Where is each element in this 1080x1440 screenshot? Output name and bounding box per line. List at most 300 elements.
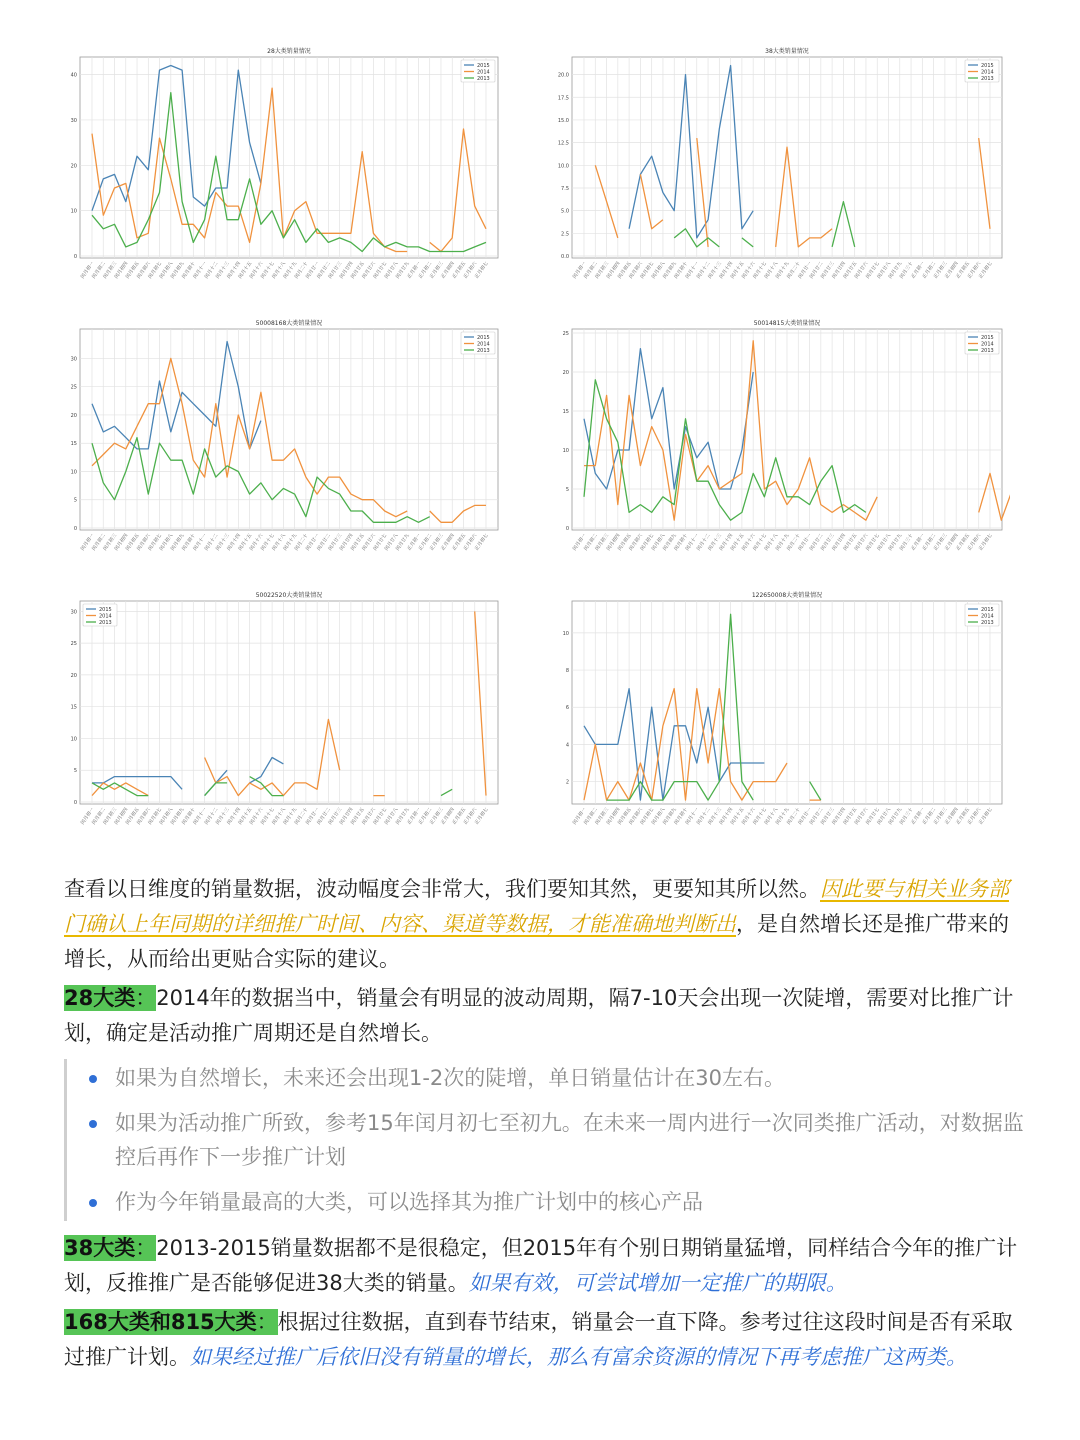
x-tick-label: 正月初二 (418, 807, 434, 826)
y-tick-label: 15 (562, 409, 569, 415)
x-tick-label: 闰月初五 (125, 533, 141, 552)
x-tick-label: 闰月初八 (159, 807, 175, 826)
x-tick-label: 闰月初十 (674, 533, 690, 552)
x-tick-label: 闰月初七 (640, 261, 656, 280)
x-tick-label: 闰月初三 (103, 533, 119, 552)
y-tick-label: 15.0 (557, 117, 569, 124)
chart-title: 50022520大类销量情况 (255, 592, 323, 599)
x-tick-label: 闰月初六 (136, 533, 152, 552)
x-tick-label: 正月初六 (463, 533, 479, 552)
bullet-dot-icon (89, 1120, 97, 1128)
x-tick-label: 闰月十八 (764, 261, 780, 280)
x-tick-label: 正月初三 (429, 261, 445, 280)
x-tick-label: 正月初二 (418, 533, 434, 552)
x-tick-label: 闰月初九 (662, 261, 678, 280)
x-tick-label: 闰月十一 (685, 807, 701, 826)
x-tick-label: 闰月初九 (662, 807, 678, 826)
x-tick-label: 正月初四 (944, 261, 960, 280)
x-tick-label: 闰月廿五 (350, 261, 366, 280)
bullet-text: 如果为自然增长，未来还会出现1-2次的陡增，单日销量估计在30左右。 (115, 1066, 786, 1090)
x-tick-label: 闰月初六 (628, 533, 645, 552)
x-tick-label: 闰月十二 (696, 261, 712, 280)
y-tick-label: 10.0 (557, 163, 569, 170)
y-tick-label: 8 (565, 668, 569, 675)
plot-frame (80, 601, 498, 804)
y-tick-label: 0.0 (561, 254, 569, 260)
x-tick-label: 闰月初三 (103, 261, 119, 280)
x-tick-label: 闰月三十 (899, 533, 915, 552)
y-tick-label: 5 (565, 487, 569, 493)
x-tick-label: 闰月初一 (572, 261, 588, 280)
x-tick-label: 闰月廿六 (854, 807, 870, 826)
section-38-colon: ： (135, 1236, 157, 1260)
intro-text-1: 查看以日维度的销量数据，波动幅度会非常大，我们要知其然，更要知其所以然。 (64, 877, 820, 901)
chart-50008168-svg (56, 316, 506, 586)
x-tick-label: 闰月初二 (91, 533, 107, 552)
x-tick-label: 闰月初二 (583, 261, 599, 280)
list-item (85, 1185, 1024, 1219)
x-tick-label: 闰月十二 (204, 533, 220, 552)
y-tick-label: 0 (73, 800, 77, 806)
chart-50014815-svg (548, 316, 1010, 586)
x-tick-label: 正月初七 (474, 261, 490, 280)
section-28-colon: ： (135, 986, 157, 1010)
intro-text-2: ，是自然增长还是推广带来的增长，从而给出更贴合实际的建议。 (64, 912, 1009, 971)
list-item (85, 1061, 1024, 1095)
x-tick-label: 正月初七 (978, 807, 994, 826)
x-tick-label: 闰月二十 (294, 533, 310, 552)
x-tick-label: 闰月十九 (775, 261, 791, 280)
x-tick-label: 正月初二 (922, 261, 938, 280)
x-tick-label: 闰月廿七 (373, 807, 389, 826)
x-tick-label: 闰月廿九 (395, 807, 411, 826)
section-168-815-colon: ： (256, 1310, 278, 1334)
x-tick-label: 闰月廿七 (865, 807, 881, 826)
x-tick-label: 闰月初一 (572, 807, 588, 826)
x-tick-label: 正月初三 (429, 533, 445, 552)
y-tick-label: 5.0 (561, 208, 569, 215)
x-tick-label: 闰月廿二 (316, 807, 333, 826)
x-tick-label: 闰月十二 (204, 261, 220, 280)
x-tick-label: 闰月十九 (775, 807, 791, 826)
x-tick-label: 正月初六 (967, 807, 983, 826)
x-tick-label: 闰月十八 (271, 261, 288, 280)
y-tick-label: 10 (70, 736, 77, 743)
x-tick-label: 闰月廿四 (831, 533, 848, 552)
x-tick-label: 闰月廿四 (339, 533, 355, 552)
x-tick-label: 正月初六 (967, 261, 983, 280)
chart-50022520-svg (56, 588, 506, 860)
bullet-dot-icon (89, 1199, 97, 1207)
y-tick-label: 15 (70, 441, 77, 448)
x-tick-label: 闰月初三 (103, 807, 119, 826)
section-28-paragraph (64, 981, 1024, 1051)
x-tick-label: 正月初五 (955, 261, 972, 280)
legend (965, 60, 999, 82)
y-tick-label: 5 (73, 497, 77, 504)
x-tick-label: 闰月十八 (271, 807, 288, 826)
y-tick-label: 2 (565, 779, 569, 786)
x-tick-label: 闰月十三 (707, 261, 723, 280)
y-tick-label: 7.5 (561, 185, 569, 192)
x-tick-label: 正月初一 (406, 807, 423, 826)
x-tick-label: 正月初四 (440, 807, 456, 826)
x-tick-label: 闰月廿一 (798, 533, 814, 552)
x-tick-label: 闰月初九 (170, 533, 186, 552)
x-tick-label: 闰月初二 (91, 807, 107, 826)
x-tick-label: 闰月初八 (159, 261, 175, 280)
x-tick-label: 闰月初四 (606, 261, 622, 280)
x-tick-label: 闰月十八 (764, 533, 780, 552)
x-tick-label: 闰月廿一 (798, 261, 814, 280)
x-tick-label: 闰月十七 (752, 533, 769, 552)
x-tick-label: 闰月廿八 (877, 533, 893, 552)
y-tick-label: 6 (565, 705, 569, 712)
x-tick-label: 闰月廿七 (865, 261, 881, 280)
x-tick-label: 闰月初九 (170, 261, 186, 280)
x-tick-label: 闰月廿三 (820, 261, 836, 280)
x-tick-label: 闰月十五 (730, 533, 746, 552)
chart-50008168 (56, 316, 506, 586)
x-tick-label: 闰月廿八 (384, 807, 400, 826)
x-tick-label: 闰月廿三 (328, 533, 344, 552)
x-tick-label: 闰月廿七 (373, 261, 389, 280)
section-168-815-emphasis: 如果经过推广后依旧没有销量的增长，那么有富余资源的情况下再考虑推广这两类。 (190, 1345, 967, 1369)
x-tick-label: 闰月初一 (80, 533, 96, 552)
chart-28 (56, 44, 506, 314)
x-tick-label: 闰月十六 (249, 261, 265, 280)
x-tick-label: 闰月廿四 (831, 261, 848, 280)
x-tick-label: 闰月初三 (595, 807, 611, 826)
y-tick-label: 15 (70, 704, 77, 711)
x-tick-label: 闰月十六 (741, 807, 757, 826)
x-tick-label: 闰月十八 (764, 807, 780, 826)
x-tick-label: 闰月初十 (674, 807, 690, 826)
y-tick-label: 20 (70, 412, 77, 419)
x-tick-label: 闰月十五 (238, 261, 254, 280)
legend-label: 2014 (981, 69, 994, 76)
y-tick-label: 10 (70, 208, 77, 215)
x-tick-label: 正月初四 (944, 533, 960, 552)
x-tick-label: 闰月十四 (719, 533, 735, 552)
x-tick-label: 闰月廿一 (305, 807, 321, 826)
x-tick-label: 闰月初四 (114, 261, 130, 280)
x-tick-label: 闰月廿六 (361, 533, 378, 552)
x-tick-label: 闰月初五 (617, 807, 633, 826)
x-tick-label: 闰月二十 (786, 261, 802, 280)
x-tick-label: 闰月廿六 (361, 807, 378, 826)
x-tick-label: 闰月十七 (260, 807, 276, 826)
x-tick-label: 闰月十四 (226, 261, 242, 280)
x-tick-label: 闰月廿二 (316, 533, 333, 552)
bullet-text: 作为今年销量最高的大类，可以选择其为推广计划中的核心产品 (115, 1190, 703, 1214)
section-38-body: 2013-2015销量数据都不是很稳定，但2015年有个别日期销量猛增，同样结合今年的推广计划，反推推广是否能够促进38大类的销量。 (64, 1236, 1018, 1295)
y-tick-label: 12.5 (557, 140, 569, 147)
x-tick-label: 闰月十九 (283, 261, 299, 280)
x-tick-label: 闰月廿八 (384, 261, 400, 280)
legend-label: 2015 (981, 63, 994, 69)
x-tick-label: 闰月廿六 (854, 533, 870, 552)
bullet-dot-icon (89, 1075, 97, 1083)
x-tick-label: 闰月廿四 (831, 807, 848, 826)
x-tick-label: 闰月廿三 (820, 807, 836, 826)
y-tick-label: 5 (73, 768, 77, 775)
x-tick-label: 闰月初二 (583, 807, 599, 826)
legend-label: 2014 (99, 613, 112, 620)
x-tick-label: 闰月廿三 (820, 533, 836, 552)
x-tick-label: 闰月廿六 (361, 261, 378, 280)
x-tick-label: 闰月十六 (249, 807, 265, 826)
x-tick-label: 闰月十五 (238, 533, 254, 552)
x-tick-label: 闰月十一 (685, 261, 701, 280)
legend-label: 2014 (981, 613, 994, 620)
y-tick-label: 25 (70, 641, 77, 648)
y-tick-label: 20 (70, 163, 77, 170)
article-text (64, 872, 1024, 1379)
x-tick-label: 正月初七 (474, 807, 490, 826)
chart-122650008 (548, 588, 1010, 860)
y-tick-label: 20.0 (557, 72, 569, 79)
x-tick-label: 闰月十七 (260, 261, 276, 280)
x-tick-label: 正月初四 (944, 807, 960, 826)
x-tick-label: 闰月初十 (181, 807, 197, 826)
x-tick-label: 闰月廿五 (843, 807, 859, 826)
x-tick-label: 闰月廿一 (798, 807, 814, 826)
chart-38-svg (548, 44, 1010, 314)
x-tick-label: 正月初五 (452, 807, 468, 826)
x-tick-label: 闰月廿七 (865, 533, 881, 552)
x-tick-label: 闰月十七 (260, 533, 276, 552)
chart-title: 50014815大类销量情况 (753, 320, 821, 327)
x-tick-label: 正月初三 (933, 533, 949, 552)
legend-label: 2013 (981, 76, 994, 82)
legend-label: 2014 (477, 69, 490, 76)
y-tick-label: 0 (73, 254, 77, 260)
x-tick-label: 闰月二十 (294, 261, 310, 280)
x-tick-label: 闰月初四 (606, 533, 622, 552)
x-tick-label: 正月初六 (463, 807, 479, 826)
y-tick-label: 0 (73, 526, 77, 532)
x-tick-label: 闰月十五 (730, 807, 746, 826)
x-tick-label: 闰月廿四 (339, 807, 355, 826)
x-tick-label: 闰月初七 (640, 807, 656, 826)
x-tick-label: 正月初六 (463, 261, 479, 280)
x-tick-label: 闰月廿四 (339, 261, 355, 280)
x-tick-label: 正月初三 (933, 261, 949, 280)
x-tick-label: 闰月初十 (674, 261, 690, 280)
x-tick-label: 正月初一 (910, 261, 926, 280)
legend-label: 2013 (477, 348, 490, 354)
x-tick-label: 闰月初一 (80, 807, 96, 826)
x-tick-label: 闰月初七 (148, 533, 164, 552)
legend-label: 2015 (99, 607, 112, 613)
x-tick-label: 正月初三 (933, 807, 949, 826)
x-tick-label: 正月初一 (406, 533, 423, 552)
x-tick-label: 闰月二十 (294, 807, 310, 826)
y-tick-label: 40 (70, 72, 77, 79)
x-tick-label: 正月初二 (418, 261, 434, 280)
x-tick-label: 闰月初六 (136, 261, 152, 280)
section-38-tag: 38大类 (64, 1236, 136, 1260)
y-tick-label: 4 (565, 742, 569, 749)
x-tick-label: 闰月初五 (617, 533, 633, 552)
x-tick-label: 闰月初一 (80, 261, 96, 280)
legend-label: 2015 (981, 607, 994, 613)
x-tick-label: 闰月初九 (662, 533, 678, 552)
y-tick-label: 2.5 (561, 231, 569, 238)
chart-title: 122650008大类销量情况 (751, 592, 823, 599)
x-tick-label: 正月初一 (910, 533, 926, 552)
x-tick-label: 闰月初十 (181, 261, 197, 280)
x-tick-label: 闰月廿一 (305, 533, 321, 552)
legend (965, 332, 999, 354)
x-tick-label: 闰月初五 (617, 261, 633, 280)
legend (83, 604, 117, 626)
x-tick-label: 闰月初五 (125, 807, 141, 826)
chart-50014815 (548, 316, 1010, 586)
x-tick-label: 闰月十六 (741, 261, 757, 280)
chart-title: 38大类销量情况 (765, 48, 809, 55)
legend-label: 2015 (477, 335, 490, 341)
x-tick-label: 闰月初六 (628, 807, 645, 826)
x-tick-label: 闰月十三 (707, 807, 723, 826)
x-tick-label: 闰月十四 (226, 533, 242, 552)
x-tick-label: 闰月十一 (193, 533, 209, 552)
y-tick-label: 0 (565, 526, 569, 532)
y-tick-label: 30 (70, 609, 77, 616)
y-tick-label: 30 (70, 117, 77, 124)
section-28-bullet-list (64, 1059, 1024, 1221)
x-tick-label: 闰月廿八 (384, 533, 400, 552)
x-tick-label: 闰月廿三 (328, 807, 344, 826)
legend-label: 2015 (477, 63, 490, 69)
section-168-815-tag: 168大类和815大类 (64, 1310, 257, 1334)
chart-28-svg (56, 44, 506, 314)
x-tick-label: 闰月十六 (741, 533, 757, 552)
y-tick-label: 17.5 (557, 95, 569, 102)
x-tick-label: 闰月廿八 (877, 807, 893, 826)
x-tick-label: 闰月初六 (628, 261, 645, 280)
x-tick-label: 闰月十一 (685, 533, 701, 552)
section-38-emphasis: 如果有效，可尝试增加一定推广的期限。 (468, 1271, 847, 1295)
x-tick-label: 正月初七 (978, 261, 994, 280)
x-tick-label: 闰月十二 (696, 807, 712, 826)
x-tick-label: 闰月十一 (193, 261, 209, 280)
x-tick-label: 闰月廿九 (888, 807, 904, 826)
x-tick-label: 闰月廿七 (373, 533, 389, 552)
x-tick-label: 闰月十四 (719, 807, 735, 826)
chart-50022520 (56, 588, 506, 860)
x-tick-label: 闰月廿二 (809, 261, 825, 280)
x-tick-label: 闰月二十 (786, 807, 802, 826)
legend (461, 332, 495, 354)
x-tick-label: 闰月十三 (215, 533, 231, 552)
x-tick-label: 闰月廿九 (395, 261, 411, 280)
legend (461, 60, 495, 82)
legend-label: 2014 (477, 341, 490, 348)
x-tick-label: 正月初一 (910, 807, 926, 826)
x-tick-label: 闰月十六 (249, 533, 265, 552)
x-tick-label: 闰月廿九 (888, 533, 904, 552)
x-tick-label: 闰月十五 (238, 807, 254, 826)
y-tick-label: 20 (70, 672, 77, 679)
section-168-815-paragraph (64, 1305, 1024, 1375)
bullet-text: 如果为活动推广所致，参考15年闰月初七至初九。在未来一周内进行一次同类推广活动，对数据监控后再作下一步推广计划 (115, 1111, 1024, 1169)
x-tick-label: 闰月廿九 (888, 261, 904, 280)
x-tick-label: 闰月廿五 (843, 261, 859, 280)
y-tick-label: 10 (562, 448, 569, 454)
x-tick-label: 闰月廿二 (809, 533, 825, 552)
y-tick-label: 25 (562, 331, 569, 337)
legend-label: 2013 (99, 620, 112, 626)
y-tick-label: 25 (70, 384, 77, 391)
legend-label: 2014 (981, 341, 994, 348)
chart-title: 28大类销量情况 (267, 48, 311, 55)
section-28-body: 2014年的数据当中，销量会有明显的波动周期，隔7-10天会出现一次陡增，需要对比推广计划，确定是活动推广周期还是自然增长。 (64, 986, 1014, 1045)
x-tick-label: 闰月十八 (271, 533, 288, 552)
section-168-815-body: 根据过往数据，直到春节结束，销量会一直下降。参考过往这段时间是否有采取过推广计划。 (64, 1310, 1013, 1369)
legend-label: 2013 (981, 348, 994, 354)
x-tick-label: 闰月初四 (114, 533, 130, 552)
x-tick-label: 闰月初三 (595, 261, 611, 280)
x-tick-label: 闰月十一 (193, 807, 209, 826)
x-tick-label: 闰月初二 (91, 261, 107, 280)
chart-title: 50008168大类销量情况 (255, 320, 323, 327)
x-tick-label: 闰月初七 (640, 533, 656, 552)
y-tick-label: 10 (70, 469, 77, 476)
x-tick-label: 闰月初七 (148, 261, 164, 280)
x-tick-label: 正月初一 (406, 261, 423, 280)
x-tick-label: 闰月廿五 (350, 533, 366, 552)
x-tick-label: 闰月十七 (752, 261, 769, 280)
x-tick-label: 正月初五 (452, 261, 468, 280)
legend-label: 2013 (477, 76, 490, 82)
x-tick-label: 闰月初八 (159, 533, 175, 552)
legend-label: 2015 (981, 335, 994, 341)
x-tick-label: 闰月初七 (148, 807, 164, 826)
y-tick-label: 30 (70, 356, 77, 363)
x-tick-label: 闰月初八 (651, 807, 667, 826)
x-tick-label: 闰月初三 (595, 533, 611, 552)
x-tick-label: 闰月廿八 (877, 261, 893, 280)
x-tick-label: 闰月二十 (786, 533, 802, 552)
chart-38 (548, 44, 1010, 314)
x-tick-label: 闰月十九 (775, 533, 791, 552)
x-tick-label: 闰月十四 (719, 261, 735, 280)
x-tick-label: 闰月十三 (707, 533, 723, 552)
x-tick-label: 正月初二 (922, 807, 938, 826)
chart-122650008-svg (548, 588, 1010, 860)
intro-paragraph (64, 872, 1024, 977)
x-tick-label: 正月初六 (967, 533, 983, 552)
x-tick-label: 闰月廿二 (809, 807, 825, 826)
x-tick-label: 闰月三十 (899, 261, 915, 280)
x-tick-label: 闰月十九 (283, 533, 299, 552)
x-tick-label: 闰月初八 (651, 533, 667, 552)
x-tick-label: 正月初七 (474, 533, 490, 552)
x-tick-label: 闰月廿二 (316, 261, 333, 280)
x-tick-label: 闰月初八 (651, 261, 667, 280)
x-tick-label: 闰月十二 (204, 807, 220, 826)
x-tick-label: 闰月廿六 (854, 261, 870, 280)
legend-label: 2013 (981, 620, 994, 626)
y-tick-label: 20 (562, 370, 569, 376)
x-tick-label: 正月初五 (955, 807, 972, 826)
x-tick-label: 闰月初四 (606, 807, 622, 826)
legend (965, 604, 999, 626)
x-tick-label: 闰月十四 (226, 807, 242, 826)
x-tick-label: 闰月十九 (283, 807, 299, 826)
